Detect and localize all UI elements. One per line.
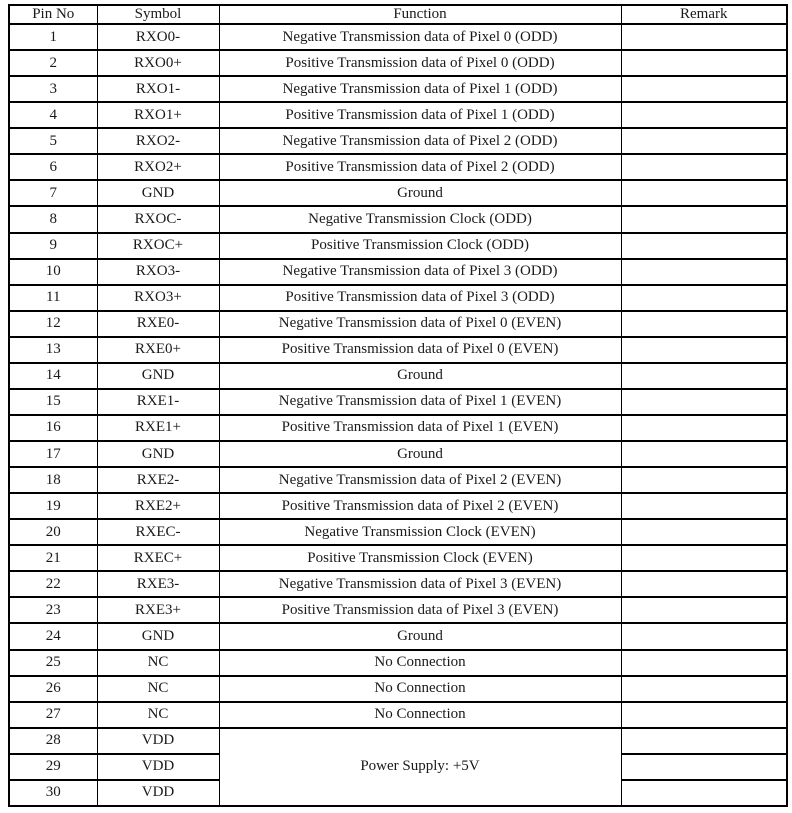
remark-cell: [621, 650, 787, 676]
table-row: [9, 76, 787, 102]
remark-cell: [621, 285, 787, 311]
function-cell: No Connection: [219, 650, 621, 676]
function-cell: Positive Transmission data of Pixel 3 (ODD): [219, 285, 621, 311]
symbol-cell: RXE2+: [97, 493, 219, 519]
pin-no-cell: 23: [9, 597, 97, 623]
table-row: [9, 415, 787, 441]
symbol-cell: RXO3-: [97, 259, 219, 285]
pin-assignment-table: [8, 4, 788, 807]
remark-cell: [621, 389, 787, 415]
symbol-cell: RXE1-: [97, 389, 219, 415]
function-cell: Positive Transmission Clock (EVEN): [219, 545, 621, 571]
table-row: [9, 24, 787, 50]
remark-cell: [621, 259, 787, 285]
symbol-cell: NC: [97, 650, 219, 676]
pin-no-cell: 19: [9, 493, 97, 519]
remark-cell: [621, 571, 787, 597]
remark-cell: [621, 363, 787, 389]
remark-cell: [621, 154, 787, 180]
pin-no-cell: 26: [9, 676, 97, 702]
pin-no-cell: 17: [9, 441, 97, 467]
symbol-cell: RXE0+: [97, 337, 219, 363]
remark-cell: [621, 233, 787, 259]
pin-no-cell: 18: [9, 467, 97, 493]
symbol-cell: RXOC+: [97, 233, 219, 259]
table-row: [9, 337, 787, 363]
symbol-cell: RXE3+: [97, 597, 219, 623]
function-cell: Positive Transmission data of Pixel 0 (EVEN): [219, 337, 621, 363]
table-row: [9, 311, 787, 337]
remark-cell: [621, 76, 787, 102]
pin-no-cell: 28: [9, 728, 97, 754]
function-cell: No Connection: [219, 676, 621, 702]
function-cell: Ground: [219, 363, 621, 389]
remark-cell: [621, 623, 787, 649]
table-row: [9, 285, 787, 311]
pin-no-cell: 29: [9, 754, 97, 780]
pin-no-cell: 7: [9, 180, 97, 206]
pin-no-cell: 27: [9, 702, 97, 728]
table-row: [9, 50, 787, 76]
pin-no-cell: 1: [9, 24, 97, 50]
table-row: [9, 545, 787, 571]
symbol-cell: RXO2+: [97, 154, 219, 180]
pin-no-cell: 21: [9, 545, 97, 571]
remark-cell: [621, 597, 787, 623]
function-cell: Positive Transmission data of Pixel 3 (EVEN): [219, 597, 621, 623]
function-cell: Negative Transmission data of Pixel 3 (ODD): [219, 259, 621, 285]
symbol-cell: RXOC-: [97, 206, 219, 232]
pin-no-cell: 11: [9, 285, 97, 311]
function-cell: Negative Transmission data of Pixel 2 (ODD): [219, 128, 621, 154]
table-row: [9, 154, 787, 180]
remark-cell: [621, 545, 787, 571]
table-row: [9, 206, 787, 232]
remark-cell: [621, 311, 787, 337]
pin-no-cell: 13: [9, 337, 97, 363]
remark-cell: [621, 467, 787, 493]
function-cell: Negative Transmission Clock (EVEN): [219, 519, 621, 545]
function-cell: Positive Transmission Clock (ODD): [219, 233, 621, 259]
table-row: [9, 493, 787, 519]
function-cell: Negative Transmission data of Pixel 1 (ODD): [219, 76, 621, 102]
symbol-cell: RXE3-: [97, 571, 219, 597]
symbol-cell: GND: [97, 180, 219, 206]
pin-no-cell: 10: [9, 259, 97, 285]
table-row: [9, 128, 787, 154]
function-cell: Negative Transmission data of Pixel 1 (EVEN): [219, 389, 621, 415]
symbol-cell: GND: [97, 623, 219, 649]
function-cell: Ground: [219, 441, 621, 467]
function-cell: Ground: [219, 180, 621, 206]
pin-no-cell: 12: [9, 311, 97, 337]
pin-no-cell: 8: [9, 206, 97, 232]
remark-cell: [621, 24, 787, 50]
table-row: [9, 597, 787, 623]
function-cell: Positive Transmission data of Pixel 1 (EVEN): [219, 415, 621, 441]
function-cell: No Connection: [219, 702, 621, 728]
remark-cell: [621, 128, 787, 154]
pin-no-cell: 2: [9, 50, 97, 76]
remark-cell: [621, 519, 787, 545]
table-row: [9, 571, 787, 597]
function-cell: Positive Transmission data of Pixel 0 (ODD): [219, 50, 621, 76]
remark-cell: [621, 337, 787, 363]
table-row: [9, 102, 787, 128]
table-row: [9, 519, 787, 545]
header-function: Function: [219, 5, 621, 24]
pin-no-cell: 9: [9, 233, 97, 259]
pin-no-cell: 3: [9, 76, 97, 102]
symbol-cell: GND: [97, 441, 219, 467]
table-row: [9, 623, 787, 649]
symbol-cell: NC: [97, 702, 219, 728]
symbol-cell: VDD: [97, 728, 219, 754]
function-cell: Negative Transmission Clock (ODD): [219, 206, 621, 232]
remark-cell: [621, 180, 787, 206]
pin-no-cell: 25: [9, 650, 97, 676]
symbol-cell: VDD: [97, 780, 219, 806]
remark-cell: [621, 441, 787, 467]
pin-no-cell: 4: [9, 102, 97, 128]
table-row: [9, 233, 787, 259]
symbol-cell: RXE1+: [97, 415, 219, 441]
remark-cell: [621, 102, 787, 128]
table-row: [9, 180, 787, 206]
table-row: [9, 441, 787, 467]
pin-no-cell: 24: [9, 623, 97, 649]
symbol-cell: RXE0-: [97, 311, 219, 337]
function-cell: Negative Transmission data of Pixel 2 (EVEN): [219, 467, 621, 493]
symbol-cell: RXE2-: [97, 467, 219, 493]
table-row: [9, 389, 787, 415]
symbol-cell: NC: [97, 676, 219, 702]
table-row: [9, 702, 787, 728]
table-row: [9, 259, 787, 285]
table-body: [9, 24, 787, 806]
header-remark: Remark: [621, 5, 787, 24]
pin-no-cell: 14: [9, 363, 97, 389]
symbol-cell: RXEC-: [97, 519, 219, 545]
table-row: [9, 676, 787, 702]
pin-no-cell: 30: [9, 780, 97, 806]
symbol-cell: RXO2-: [97, 128, 219, 154]
table-row: [9, 363, 787, 389]
table-row: [9, 728, 787, 754]
pin-no-cell: 20: [9, 519, 97, 545]
function-cell: Negative Transmission data of Pixel 3 (EVEN): [219, 571, 621, 597]
symbol-cell: RXO1-: [97, 76, 219, 102]
remark-cell: [621, 415, 787, 441]
pin-no-cell: 16: [9, 415, 97, 441]
remark-cell: [621, 676, 787, 702]
function-cell: Power Supply: +5V: [219, 728, 621, 806]
remark-cell: [621, 50, 787, 76]
header-symbol: Symbol: [97, 5, 219, 24]
symbol-cell: RXO3+: [97, 285, 219, 311]
pin-no-cell: 22: [9, 571, 97, 597]
remark-cell: [621, 728, 787, 754]
symbol-cell: RXO1+: [97, 102, 219, 128]
remark-cell: [621, 754, 787, 780]
function-cell: Negative Transmission data of Pixel 0 (ODD): [219, 24, 621, 50]
table-row: [9, 650, 787, 676]
header-row: [9, 5, 787, 24]
pin-no-cell: 15: [9, 389, 97, 415]
table-row: [9, 467, 787, 493]
function-cell: Positive Transmission data of Pixel 2 (ODD): [219, 154, 621, 180]
remark-cell: [621, 702, 787, 728]
header-pin-no: Pin No: [9, 5, 97, 24]
function-cell: Negative Transmission data of Pixel 0 (EVEN): [219, 311, 621, 337]
remark-cell: [621, 780, 787, 806]
remark-cell: [621, 206, 787, 232]
function-cell: Ground: [219, 623, 621, 649]
function-cell: Positive Transmission data of Pixel 2 (EVEN): [219, 493, 621, 519]
symbol-cell: RXO0+: [97, 50, 219, 76]
symbol-cell: VDD: [97, 754, 219, 780]
pin-no-cell: 6: [9, 154, 97, 180]
function-cell: Positive Transmission data of Pixel 1 (ODD): [219, 102, 621, 128]
symbol-cell: RXO0-: [97, 24, 219, 50]
symbol-cell: RXEC+: [97, 545, 219, 571]
remark-cell: [621, 493, 787, 519]
symbol-cell: GND: [97, 363, 219, 389]
pin-no-cell: 5: [9, 128, 97, 154]
